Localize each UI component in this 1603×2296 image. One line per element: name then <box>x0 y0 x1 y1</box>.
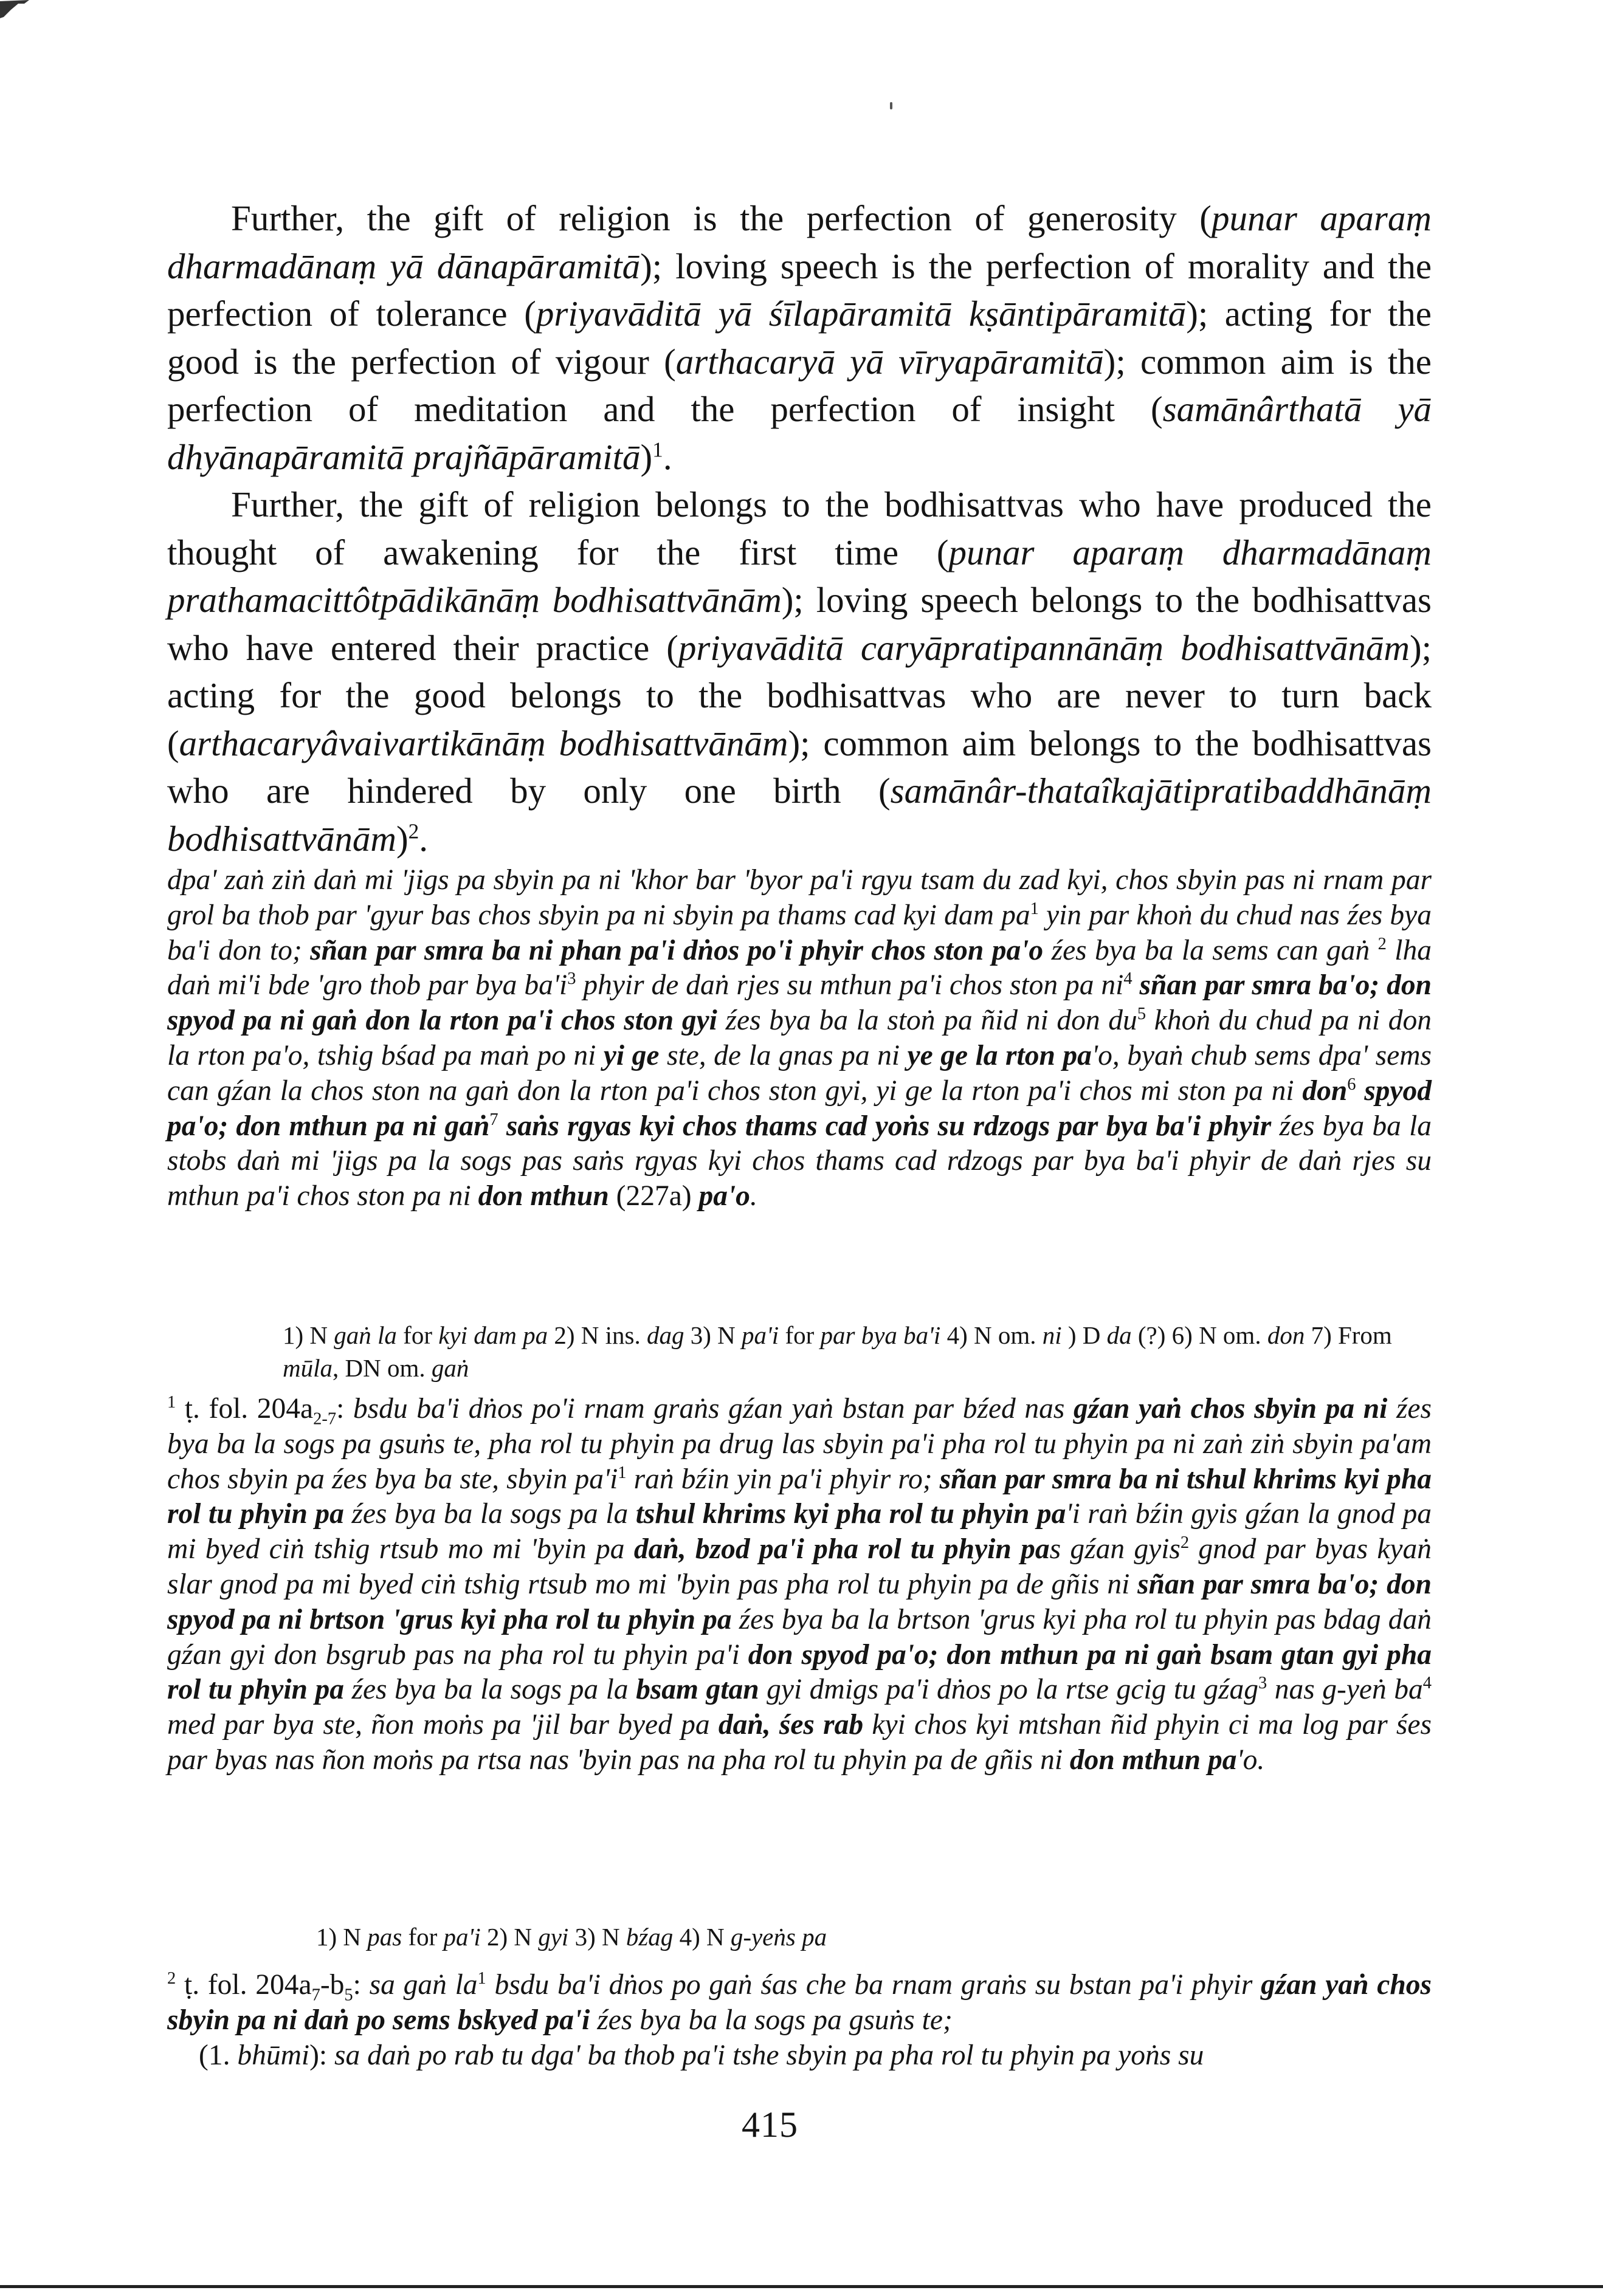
footnote-1-variants: 1) N pas for pa'i 2) N gyi 3) N bźag 4) N g-yeṅs pa <box>316 1923 827 1951</box>
scan-speck <box>890 102 892 109</box>
paragraph-1: Further, the gift of religion is the perfection of generosity (punar aparaṃ dharmadānaṃ yā dānapāramitā); loving speech is the perfection of morality and the perfection of tolerance (priyavāditā yā śīlapāramitā kṣāntipāramitā); acting for the good is the perfection of vigour (arthacaryā yā vīryapāramitā); common aim is the perfection of meditation and the perfection of insight (samānârthatā yā dhyānapāramitā prajñāpāramitā)$^1$. <box>167 198 1432 477</box>
page-number: 415 <box>742 2105 798 2145</box>
tibetan-variants: 1) N gaṅ la for kyi dam pa 2) N ins. dag 3) N pa'i for par bya ba'i 4) N om. ni ) D da (?) 6) N om. don 7) From mūla, DN om. gaṅ <box>283 1321 1392 1382</box>
paragraph-2: Further, the gift of religion belongs to the bodhisattvas who have produced the thought of awakening for the first time (punar aparaṃ dharmadānaṃ prathamacittôtpādikānāṃ bodhisattvānām); loving speech belongs to the bodhisattvas who have entered their practice (priyavāditā caryāpratipannānāṃ bodhisattvānām); acting for the good belongs to the bodhisattvas who are never to turn back (arthacaryâvaivartikānāṃ bodhisattvānām); common aim belongs to the bodhisattvas who are hindered by only one birth (samānâr-thataîkajātipratibaddhānāṃ bodhisattvānām)$^2$. <box>167 484 1432 859</box>
scan-bottom-edge <box>0 2285 1603 2288</box>
footnote-2-continuation: (1. bhūmi): sa daṅ po rab tu dga' ba thob pa'i tshe sbyin pa pha rol tu phyin pa yoṅs su <box>199 2039 1204 2071</box>
footnote-1-text: $^1$ ṭ. fol. $204a_{2-7}$: bsdu ba'i dṅos po'i rnam graṅs gźan yaṅ bstan par bźed nas gźan yaṅ chos sbyin pa ni źes bya ba la sogs pa gsuṅs te, pha rol tu phyin pa drug las sbyin pa'i pha rol tu phyin pa ni zaṅ ziṅ sbyin pa'am chos sbyin pa źes bya ba ste, sbyin $pa'i^1$ raṅ bźin yin pa'i phyir ro; sñan par smra ba ni tshul khrims kyi pha rol tu phyin pa źes bya ba la sogs pa la tshul khrims kyi pha rol tu phyin pa'i raṅ bźin gyis gźan la gnod pa mi byed ciṅ tshig rtsub mo mi 'byin pa daṅ, bzod pa'i pha rol tu phyin pas gźan gyis$^2$ gnod par byas kyaṅ slar gnod pa mi byed ciṅ tshig rtsub mo mi 'byin pas pha rol tu phyin pa de gñis ni sñan par smra ba'o; don spyod pa ni brtson 'grus kyi pha rol tu phyin pa źes bya ba la brtson 'grus kyi pha rol tu phyin pas bdag daṅ gźan gyi don bsgrub pas na pha rol tu phyin pa'i don spyod pa'o; don mthun pa ni gaṅ bsam gtan gyi pha rol tu phyin pa źes bya ba la sogs pa la bsam gtan gyi dmigs pa'i dṅos po la rtse gcig tu gźag$^3$ nas g-yeṅ $ba^4$ med par bya ste, ñon moṅs pa 'jil bar byed pa daṅ, śes rab kyi chos kyi mtshan ñid phyin ci ma log par śes par byas nas ñon moṅs pa rtsa nas 'byin pas na pha rol tu phyin pa de gñis ni don mthun pa'o. <box>167 1393 1432 1776</box>
footnote-2-text: $^2$ ṭ. fol. $204a_7-b_5$: sa gaṅ $la^1$ bsdu ba'i dṅos po gaṅ śas che ba rnam graṅs su bstan pa'i phyir gźan yaṅ chos sbyin pa ni daṅ po sems bskyed pa'i źes bya ba la sogs pa gsuṅs te; <box>167 1969 1432 2036</box>
tibetan-commentary-text: dpa' zaṅ ziṅ daṅ mi 'jigs pa sbyin pa ni 'khor bar 'byor pa'i rgyu tsam du zad kyi, chos sbyin pas ni rnam par grol ba thob par 'gyur bas chos sbyin pa ni sbyin pa thams cad kyi dam $pa^1$ yin par khoṅ du chud nas źes bya ba'i don to; sñan par smra ba ni phan pa'i dṅos po'i phyir chos ston pa'o źes bya ba la sems can gaṅ $^2$ lha daṅ mi'i bde 'gro thob par bya $ba'i^3$ phyir de daṅ rjes su mthun pa'i chos ston pa $ni^4$ sñan par smra ba'o; don spyod pa ni gaṅ don la rton pa'i chos ston gyi źes bya ba la stoṅ pa ñid ni don $du^5$ khoṅ du chud pa ni don la rton pa'o, tshig bśad pa maṅ po ni yi ge ste, de la gnas pa ni ye ge la rton pa'o, byaṅ chub sems dpa' sems can gźan la chos ston na gaṅ don la rton pa'i chos ston gyi, yi ge la rton pa'i chos mi ston pa ni don$^6$ spyod pa'o; don mthun pa ni gaṅ$^7$ saṅs rgyas kyi chos thams cad yoṅs su rdzogs par bya ba'i phyir źes bya ba la stobs daṅ mi 'jigs pa la sogs pas saṅs rgyas kyi chos thams cad rdzogs par bya ba'i phyir de daṅ rjes su mthun pa'i chos ston pa ni don mthun (227a) pa'o. <box>167 864 1432 1212</box>
scan-corner-mark <box>0 0 30 18</box>
main-translation <box>167 194 1432 862</box>
tibetan-commentary <box>167 863 1432 1214</box>
footnote-1 <box>167 1392 1432 1778</box>
footnote-2 <box>167 1968 1432 2073</box>
